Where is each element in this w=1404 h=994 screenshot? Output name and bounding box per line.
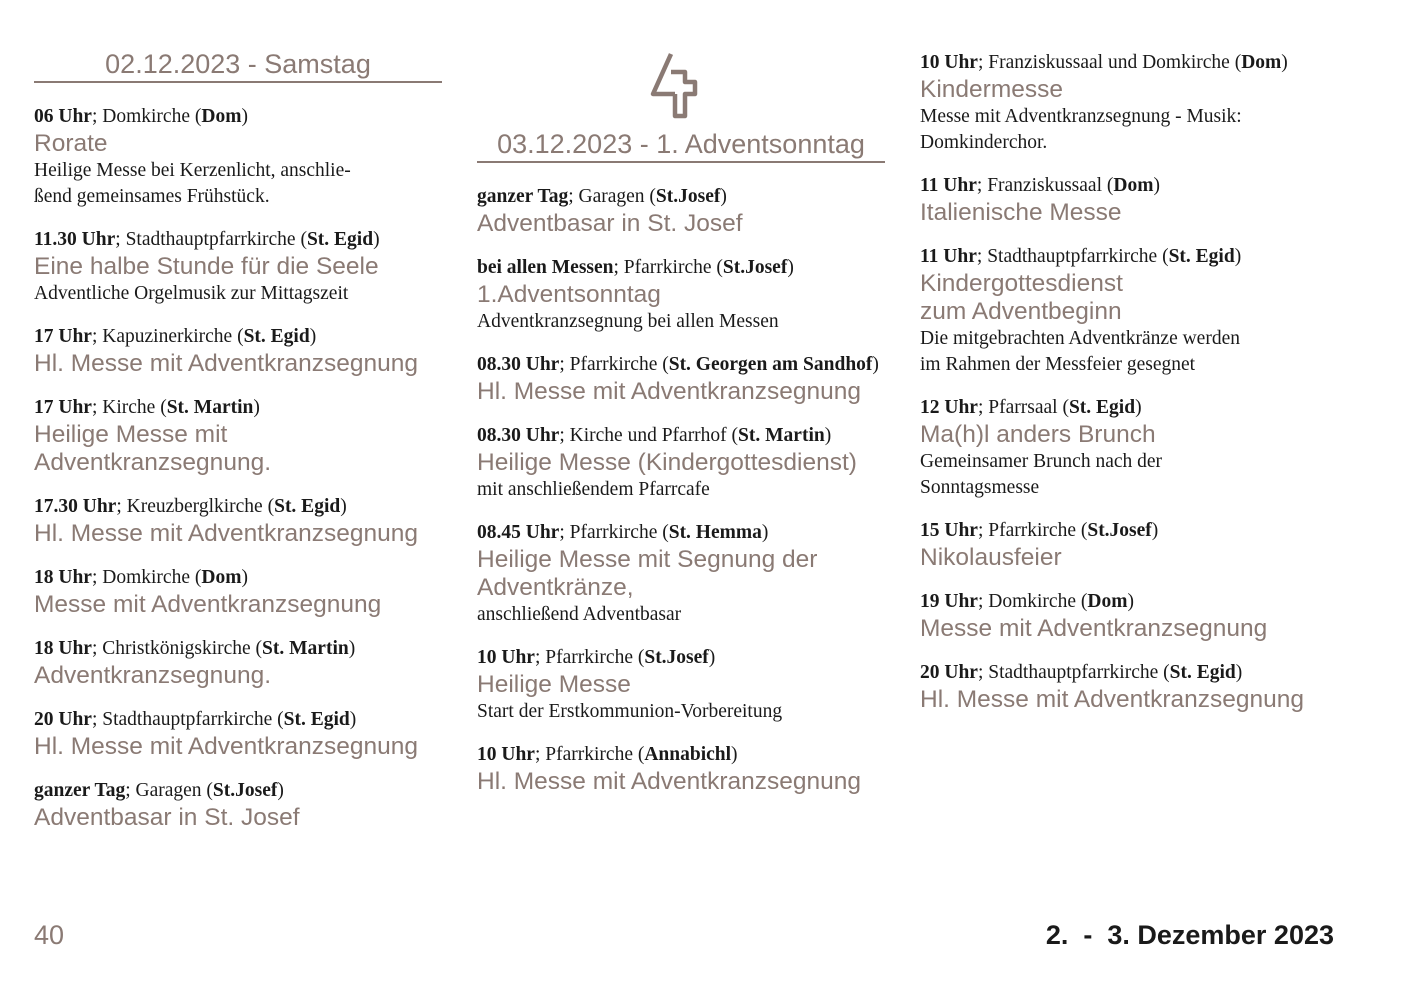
event-item bbox=[920, 589, 1340, 643]
event-description: Gemeinsamer Brunch nach der Sonntagsmesse bbox=[920, 451, 1163, 498]
event-item bbox=[34, 227, 454, 307]
event-time: ganzer Tag bbox=[34, 780, 126, 801]
event-title: Kindergottesdienst zum Adventbeginn bbox=[920, 270, 1123, 325]
event-parish: St. Egid bbox=[243, 326, 310, 347]
event-item bbox=[34, 636, 454, 690]
event-time: ganzer Tag bbox=[477, 186, 569, 207]
event-item bbox=[920, 518, 1340, 572]
event-item bbox=[34, 565, 454, 619]
event-meta: 11 Uhr; Franziskussaal (Dom) bbox=[920, 175, 1160, 196]
event-time: 11 Uhr bbox=[920, 246, 977, 267]
event-time: 08.45 Uhr bbox=[477, 522, 560, 543]
event-item bbox=[477, 742, 897, 796]
event-item bbox=[920, 244, 1340, 378]
event-place: Franziskussaal und Domkirche bbox=[988, 52, 1230, 73]
event-meta: 18 Uhr; Christkönigskirche (St. Martin) bbox=[34, 638, 356, 659]
event-item bbox=[34, 395, 454, 477]
event-parish: St. Georgen am Sandhof bbox=[668, 354, 873, 375]
event-item bbox=[477, 255, 897, 335]
event-place: Kirche bbox=[102, 397, 156, 418]
event-parish: St. Egid bbox=[1168, 246, 1235, 267]
advent-4-cross-icon bbox=[477, 50, 885, 128]
event-time: 19 Uhr bbox=[920, 591, 978, 612]
event-list bbox=[477, 184, 897, 796]
event-meta: 17 Uhr; Kapuzinerkirche (St. Egid) bbox=[34, 326, 317, 347]
event-meta: 11.30 Uhr; Stadthauptpfarrkirche (St. Egid) bbox=[34, 229, 380, 250]
event-description: Messe mit Adventkranzsegnung - Musik: Domkinderchor. bbox=[920, 106, 1242, 153]
event-parish: St.Josef bbox=[655, 186, 721, 207]
event-meta: ganzer Tag; Garagen (St.Josef) bbox=[477, 186, 727, 207]
event-place: Garagen bbox=[135, 780, 202, 801]
event-meta: 10 Uhr; Pfarrkirche (St.Josef) bbox=[477, 647, 716, 668]
event-place: Stadthauptpfarrkirche bbox=[987, 246, 1158, 267]
event-title: 1.Adventsonntag bbox=[477, 281, 661, 308]
event-meta: 08.30 Uhr; Kirche und Pfarrhof (St. Martin) bbox=[477, 425, 832, 446]
page-number: 40 bbox=[34, 920, 65, 950]
event-time: 18 Uhr bbox=[34, 638, 92, 659]
event-place: Domkirche bbox=[102, 567, 190, 588]
event-time: 12 Uhr bbox=[920, 397, 978, 418]
event-item bbox=[920, 173, 1340, 227]
event-place: Stadthauptpfarrkirche bbox=[102, 709, 273, 730]
column-sunday bbox=[477, 50, 897, 813]
event-place: Pfarrkirche bbox=[623, 257, 712, 278]
event-place: Stadthauptpfarrkirche bbox=[125, 229, 296, 250]
event-time: 11 Uhr bbox=[920, 175, 977, 196]
event-title: Adventkranzsegnung. bbox=[34, 662, 271, 689]
event-time: 08.30 Uhr bbox=[477, 425, 560, 446]
event-title: Rorate bbox=[34, 130, 108, 157]
event-time: 18 Uhr bbox=[34, 567, 92, 588]
event-parish: Annabichl bbox=[644, 744, 732, 765]
event-time: 20 Uhr bbox=[920, 662, 978, 683]
event-parish: St. Hemma bbox=[668, 522, 762, 543]
event-meta: 20 Uhr; Stadthauptpfarrkirche (St. Egid) bbox=[34, 709, 357, 730]
event-time: 10 Uhr bbox=[920, 52, 978, 73]
event-title: Hl. Messe mit Adventkranzsegnung bbox=[34, 520, 419, 547]
event-time: 20 Uhr bbox=[34, 709, 92, 730]
event-parish: St. Martin bbox=[738, 425, 825, 446]
event-item bbox=[477, 520, 897, 628]
event-title: Hl. Messe mit Adventkranzsegnung bbox=[34, 733, 419, 760]
event-meta: 11 Uhr; Stadthauptpfarrkirche (St. Egid) bbox=[920, 246, 1242, 267]
event-list bbox=[34, 104, 454, 832]
event-place: Pfarrsaal bbox=[988, 397, 1058, 418]
event-title: Messe mit Adventkranzsegnung bbox=[34, 591, 382, 618]
event-parish: St.Josef bbox=[722, 257, 788, 278]
event-title: Adventbasar in St. Josef bbox=[477, 210, 743, 237]
event-place: Domkirche bbox=[988, 591, 1076, 612]
event-title: Heilige Messe bbox=[477, 671, 631, 698]
event-place: Pfarrkirche bbox=[569, 354, 658, 375]
event-time: 17.30 Uhr bbox=[34, 496, 117, 517]
event-title: Italienische Messe bbox=[920, 199, 1122, 226]
event-place: Kirche und Pfarrhof bbox=[569, 425, 727, 446]
event-parish: Dom bbox=[201, 106, 242, 127]
event-meta: 20 Uhr; Stadthauptpfarrkirche (St. Egid) bbox=[920, 662, 1243, 683]
event-place: Domkirche bbox=[102, 106, 190, 127]
event-item bbox=[34, 778, 454, 832]
event-meta: 08.45 Uhr; Pfarrkirche (St. Hemma) bbox=[477, 522, 769, 543]
event-meta: 17 Uhr; Kirche (St. Martin) bbox=[34, 397, 260, 418]
event-item bbox=[34, 707, 454, 761]
event-place: Franziskussaal bbox=[987, 175, 1102, 196]
event-item bbox=[920, 395, 1340, 501]
event-time: 15 Uhr bbox=[920, 520, 978, 541]
event-parish: St. Egid bbox=[283, 709, 350, 730]
event-place: Pfarrkirche bbox=[569, 522, 658, 543]
event-parish: Dom bbox=[1087, 591, 1128, 612]
event-time: 10 Uhr bbox=[477, 647, 535, 668]
event-meta: 06 Uhr; Domkirche (Dom) bbox=[34, 106, 248, 127]
event-meta: 15 Uhr; Pfarrkirche (St.Josef) bbox=[920, 520, 1159, 541]
event-parish: St. Martin bbox=[166, 397, 254, 418]
event-place: Garagen bbox=[578, 186, 645, 207]
event-place: Pfarrkirche bbox=[545, 647, 633, 668]
event-parish: Dom bbox=[201, 567, 242, 588]
event-time: 11.30 Uhr bbox=[34, 229, 116, 250]
column-saturday bbox=[34, 48, 454, 849]
event-parish: Dom bbox=[1113, 175, 1154, 196]
event-item bbox=[34, 324, 454, 378]
event-meta: bei allen Messen; Pfarrkirche (St.Josef) bbox=[477, 257, 794, 278]
event-title: Hl. Messe mit Adventkranzsegnung bbox=[920, 686, 1305, 713]
event-parish: St. Egid bbox=[1068, 397, 1136, 418]
event-title: Adventbasar in St. Josef bbox=[34, 804, 300, 831]
event-parish: St. Egid bbox=[306, 229, 374, 250]
event-item bbox=[34, 104, 454, 210]
event-time: bei allen Messen bbox=[477, 257, 614, 278]
event-meta: 10 Uhr; Franziskussaal und Domkirche (Dom) bbox=[920, 52, 1288, 73]
event-title: Heilige Messe (Kindergottesdienst) bbox=[477, 449, 857, 476]
event-description: Start der Erstkommunion-Vorbereitung bbox=[477, 701, 783, 722]
event-meta: 18 Uhr; Domkirche (Dom) bbox=[34, 567, 248, 588]
event-description: Adventliche Orgelmusik zur Mittagszeit bbox=[34, 283, 349, 304]
event-time: 17 Uhr bbox=[34, 397, 92, 418]
event-title: Hl. Messe mit Adventkranzsegnung bbox=[477, 378, 862, 405]
day-header: 03.12.2023 - 1. Adventsonntag bbox=[477, 128, 885, 163]
event-title: Heilige Messe mit Segnung der Adventkränze, bbox=[477, 546, 818, 601]
event-item bbox=[477, 352, 897, 406]
event-item bbox=[477, 184, 897, 238]
event-place: Kreuzberglkirche bbox=[126, 496, 263, 517]
event-item bbox=[477, 423, 897, 503]
column-sunday-continued bbox=[920, 50, 1340, 731]
event-meta: 12 Uhr; Pfarrsaal (St. Egid) bbox=[920, 397, 1142, 418]
event-parish: St. Egid bbox=[274, 496, 341, 517]
event-title: Hl. Messe mit Adventkranzsegnung bbox=[34, 350, 419, 377]
event-item bbox=[34, 494, 454, 548]
event-title: Messe mit Adventkranzsegnung bbox=[920, 615, 1268, 642]
event-description: anschließend Adventbasar bbox=[477, 604, 682, 625]
event-title: Nikolausfeier bbox=[920, 544, 1062, 571]
event-parish: St. Egid bbox=[1169, 662, 1236, 683]
event-place: Christkönigskirche bbox=[102, 638, 251, 659]
event-parish: Dom bbox=[1241, 52, 1282, 73]
event-title: Heilige Messe mit Adventkranzsegnung. bbox=[34, 421, 271, 476]
event-parish: St.Josef bbox=[1087, 520, 1152, 541]
event-list bbox=[920, 50, 1340, 714]
event-time: 10 Uhr bbox=[477, 744, 535, 765]
event-description: Heilige Messe bei Kerzenlicht, anschlie- ßend gemeinsames Frühstück. bbox=[34, 160, 351, 207]
event-title: Hl. Messe mit Adventkranzsegnung bbox=[477, 768, 862, 795]
date-range: 2. - 3. Dezember 2023 bbox=[1045, 920, 1334, 950]
event-meta: 17.30 Uhr; Kreuzberglkirche (St. Egid) bbox=[34, 496, 347, 517]
event-meta: 08.30 Uhr; Pfarrkirche (St. Georgen am Sandhof) bbox=[477, 354, 879, 375]
day-header: 02.12.2023 - Samstag bbox=[34, 48, 442, 83]
event-item bbox=[920, 50, 1340, 156]
event-item bbox=[920, 660, 1340, 714]
event-title: Ma(h)l anders Brunch bbox=[920, 421, 1156, 448]
event-time: 17 Uhr bbox=[34, 326, 92, 347]
event-parish: St.Josef bbox=[644, 647, 709, 668]
event-place: Kapuzinerkirche bbox=[102, 326, 233, 347]
event-time: 06 Uhr bbox=[34, 106, 92, 127]
event-place: Stadthauptpfarrkirche bbox=[988, 662, 1159, 683]
event-meta: 19 Uhr; Domkirche (Dom) bbox=[920, 591, 1134, 612]
event-time: 08.30 Uhr bbox=[477, 354, 560, 375]
event-description: Adventkranzsegnung bei allen Messen bbox=[477, 311, 779, 332]
event-item bbox=[477, 645, 897, 725]
event-place: Pfarrkirche bbox=[545, 744, 633, 765]
event-meta: ganzer Tag; Garagen (St.Josef) bbox=[34, 780, 284, 801]
event-title: Kindermesse bbox=[920, 76, 1063, 103]
event-parish: St. Martin bbox=[262, 638, 349, 659]
event-description: mit anschließendem Pfarrcafe bbox=[477, 479, 710, 500]
event-meta: 10 Uhr; Pfarrkirche (Annabichl) bbox=[477, 744, 738, 765]
event-place: Pfarrkirche bbox=[988, 520, 1076, 541]
event-parish: St.Josef bbox=[212, 780, 278, 801]
event-title: Eine halbe Stunde für die Seele bbox=[34, 253, 379, 280]
event-description: Die mitgebrachten Adventkränze werden im Rahmen der Messfeier gesegnet bbox=[920, 328, 1240, 375]
